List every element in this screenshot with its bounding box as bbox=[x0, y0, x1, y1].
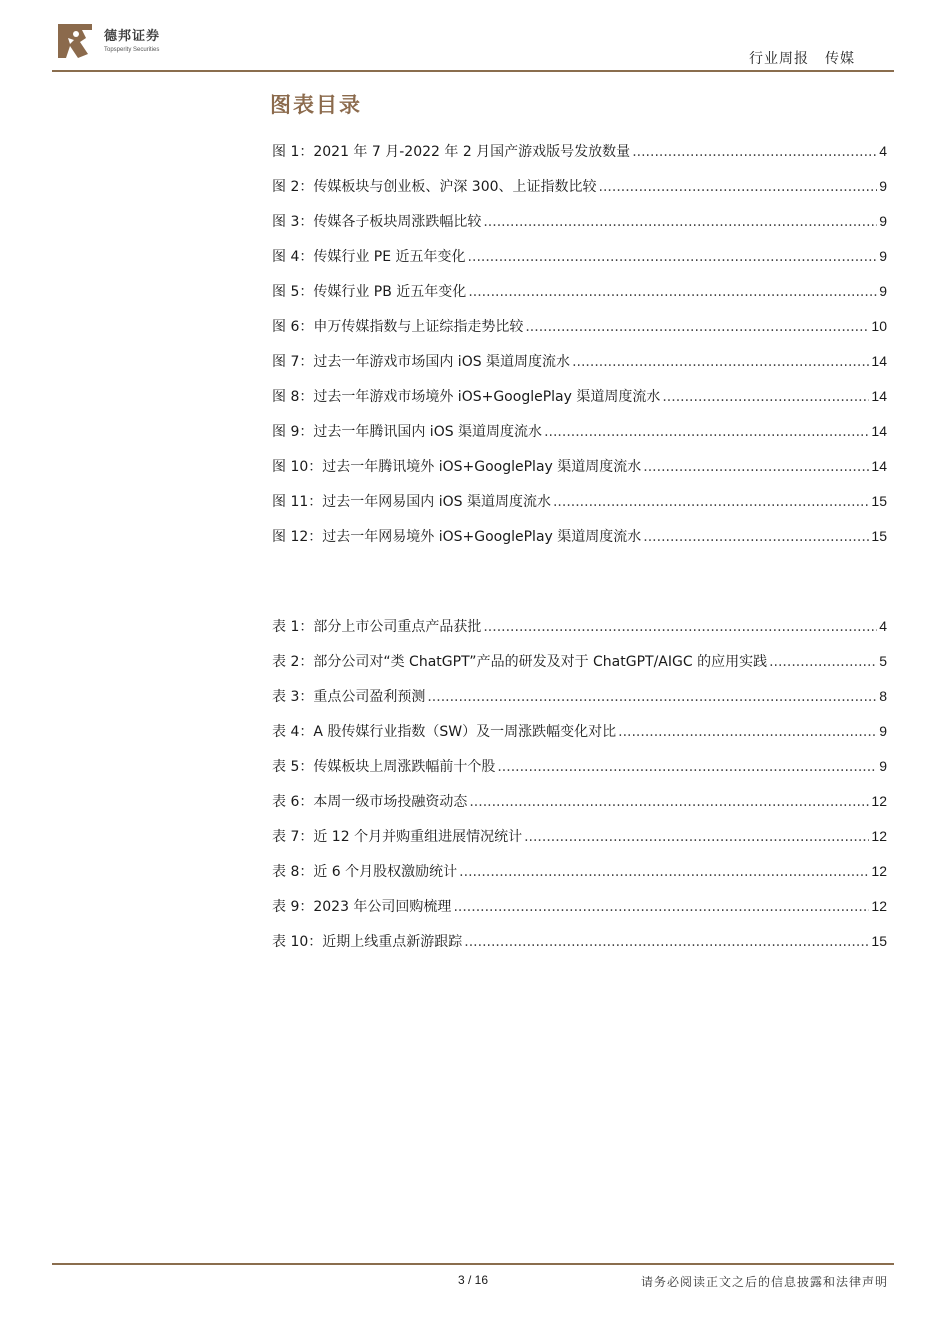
report-sector: 传媒 bbox=[825, 51, 855, 67]
company-name-en: Topsperity Securities bbox=[104, 46, 160, 53]
toc-entry-page: 9 bbox=[879, 213, 887, 229]
toc-entry-page: 9 bbox=[879, 178, 887, 194]
dot-leader bbox=[572, 354, 869, 370]
toc-entry-page: 14 bbox=[871, 388, 887, 404]
dot-leader bbox=[662, 389, 869, 405]
dot-leader bbox=[464, 934, 869, 950]
dot-leader bbox=[599, 179, 878, 195]
table-toc-entry[interactable] bbox=[272, 791, 887, 826]
table-toc-entry[interactable] bbox=[272, 861, 887, 896]
toc-entry-label: 图 4：传媒行业 PE 近五年变化 bbox=[272, 249, 466, 265]
toc-entry-label: 图 7：过去一年游戏市场国内 iOS 渠道周度流水 bbox=[272, 354, 571, 370]
toc-entry-page: 4 bbox=[879, 618, 887, 634]
company-logo bbox=[52, 20, 160, 62]
company-logo-icon bbox=[52, 20, 98, 62]
table-toc-entry[interactable] bbox=[272, 651, 887, 686]
dot-leader bbox=[643, 529, 869, 545]
dot-leader bbox=[453, 899, 869, 915]
page-number: 3 / 16 bbox=[458, 1273, 489, 1287]
toc-entry-page: 9 bbox=[879, 723, 887, 739]
dot-leader bbox=[468, 249, 878, 265]
figure-list bbox=[272, 141, 887, 561]
company-name-cn: 德邦证券 bbox=[104, 28, 161, 44]
toc-entry-page: 9 bbox=[879, 248, 887, 264]
toc-entry-label: 图 10：过去一年腾讯境外 iOS+GooglePlay 渠道周度流水 bbox=[272, 459, 642, 475]
toc-entry-label: 图 3：传媒各子板块周涨跌幅比较 bbox=[272, 214, 482, 230]
figure-toc-entry[interactable] bbox=[272, 421, 887, 456]
toc-entry-label: 表 8：近 6 个月股权激励统计 bbox=[272, 864, 458, 880]
toc-entry-page: 9 bbox=[879, 283, 887, 299]
figure-toc-entry[interactable] bbox=[272, 176, 887, 211]
table-toc-entry[interactable] bbox=[272, 756, 887, 791]
toc-entry-label: 表 7：近 12 个月并购重组进展情况统计 bbox=[272, 829, 523, 845]
toc-entry-label: 图 8：过去一年游戏市场境外 iOS+GooglePlay 渠道周度流水 bbox=[272, 389, 661, 405]
figure-toc-entry[interactable] bbox=[272, 456, 887, 491]
figure-toc-entry[interactable] bbox=[272, 386, 887, 421]
dot-leader bbox=[427, 689, 877, 705]
toc-entry-label: 图 12：过去一年网易境外 iOS+GooglePlay 渠道周度流水 bbox=[272, 529, 642, 545]
figure-toc-entry[interactable] bbox=[272, 351, 887, 386]
toc-entry-page: 12 bbox=[871, 863, 887, 879]
toc-entry-page: 5 bbox=[879, 653, 887, 669]
toc-entry-label: 表 1：部分上市公司重点产品获批 bbox=[272, 619, 482, 635]
toc-entry-label: 表 9：2023 年公司回购梳理 bbox=[272, 899, 452, 915]
toc-title: 图表目录 bbox=[270, 92, 362, 117]
toc-entry-page: 12 bbox=[871, 793, 887, 809]
toc-entry-label: 图 5：传媒行业 PB 近五年变化 bbox=[272, 284, 467, 300]
table-toc-entry[interactable] bbox=[272, 826, 887, 861]
table-toc-entry[interactable] bbox=[272, 686, 887, 721]
figure-toc-entry[interactable] bbox=[272, 141, 887, 176]
toc-entry-page: 12 bbox=[871, 828, 887, 844]
dot-leader bbox=[468, 284, 877, 300]
toc-entry-page: 14 bbox=[871, 353, 887, 369]
figure-toc-entry[interactable] bbox=[272, 316, 887, 351]
toc-entry-label: 图 11：过去一年网易国内 iOS 渠道周度流水 bbox=[272, 494, 551, 510]
toc-entry-page: 14 bbox=[871, 458, 887, 474]
toc-entry-label: 表 2：部分公司对“类 ChatGPT”产品的研发及对于 ChatGPT/AIGC 的应用实践 bbox=[272, 654, 768, 670]
dot-leader bbox=[497, 759, 877, 775]
figure-toc-entry[interactable] bbox=[272, 211, 887, 246]
header-divider bbox=[52, 70, 894, 72]
figure-toc-entry[interactable] bbox=[272, 281, 887, 316]
table-list bbox=[272, 616, 887, 966]
toc-entry-label: 图 9：过去一年腾讯国内 iOS 渠道周度流水 bbox=[272, 424, 543, 440]
toc-entry-label: 表 6：本周一级市场投融资动态 bbox=[272, 794, 468, 810]
toc-entry-page: 12 bbox=[871, 898, 887, 914]
dot-leader bbox=[544, 424, 869, 440]
toc-entry-page: 14 bbox=[871, 423, 887, 439]
toc-entry-label: 图 2：传媒板块与创业板、沪深 300、上证指数比较 bbox=[272, 179, 597, 195]
dot-leader bbox=[483, 214, 877, 230]
toc-entry-label: 表 3：重点公司盈利预测 bbox=[272, 689, 426, 705]
toc-entry-page: 15 bbox=[871, 528, 887, 544]
dot-leader bbox=[769, 654, 877, 670]
report-type: 行业周报 bbox=[749, 51, 809, 67]
dot-leader bbox=[643, 459, 869, 475]
toc-entry-label: 图 6：申万传媒指数与上证综指走势比较 bbox=[272, 319, 524, 335]
dot-leader bbox=[459, 864, 869, 880]
toc-entry-label: 表 10：近期上线重点新游跟踪 bbox=[272, 934, 463, 950]
footer-divider bbox=[52, 1263, 894, 1265]
dot-leader bbox=[524, 829, 869, 845]
legal-notice: 请务必阅读正文之后的信息披露和法律声明 bbox=[640, 1275, 888, 1289]
table-toc-entry[interactable] bbox=[272, 721, 887, 756]
table-toc-entry[interactable] bbox=[272, 931, 887, 966]
table-toc-entry[interactable] bbox=[272, 616, 887, 651]
dot-leader bbox=[469, 794, 869, 810]
figure-toc-entry[interactable] bbox=[272, 246, 887, 281]
dot-leader bbox=[618, 724, 877, 740]
report-category bbox=[749, 48, 855, 68]
toc-entry-page: 15 bbox=[871, 933, 887, 949]
dot-leader bbox=[632, 144, 877, 160]
toc-entry-page: 10 bbox=[871, 318, 887, 334]
toc-entry-page: 8 bbox=[879, 688, 887, 704]
table-toc-entry[interactable] bbox=[272, 896, 887, 931]
toc-entry-page: 15 bbox=[871, 493, 887, 509]
dot-leader bbox=[525, 319, 869, 335]
toc-entry-page: 9 bbox=[879, 758, 887, 774]
toc-entry-page: 4 bbox=[879, 143, 887, 159]
dot-leader bbox=[483, 619, 877, 635]
toc-entry-label: 图 1：2021 年 7 月-2022 年 2 月国产游戏版号发放数量 bbox=[272, 144, 631, 160]
figure-toc-entry[interactable] bbox=[272, 491, 887, 526]
toc-entry-label: 表 5：传媒板块上周涨跌幅前十个股 bbox=[272, 759, 496, 775]
figure-toc-entry[interactable] bbox=[272, 526, 887, 561]
dot-leader bbox=[553, 494, 869, 510]
toc-entry-label: 表 4：A 股传媒行业指数（SW）及一周涨跌幅变化对比 bbox=[272, 724, 617, 740]
